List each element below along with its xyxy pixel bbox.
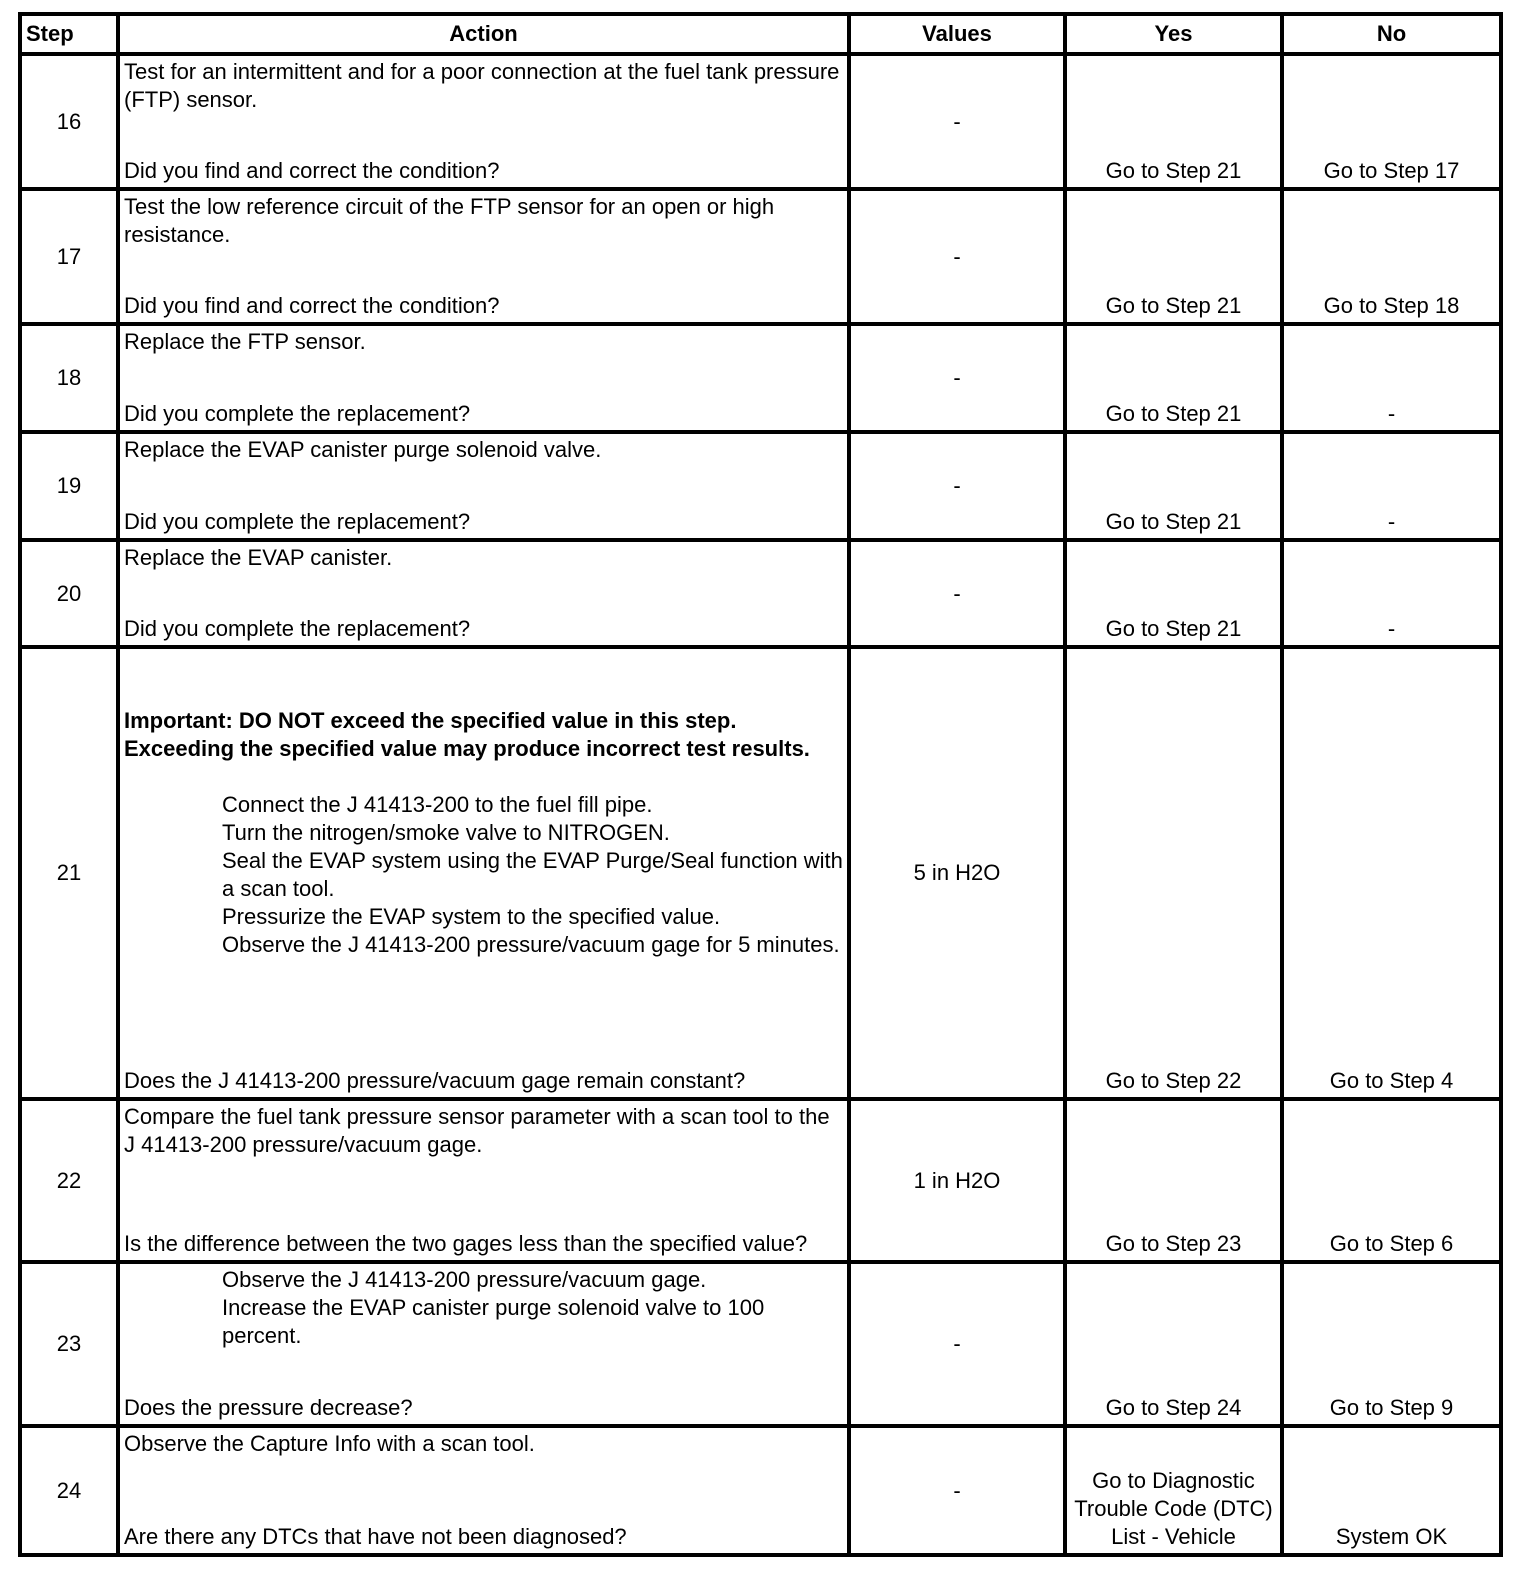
table-row: [20, 1099, 1501, 1262]
action-question: Does the pressure decrease?: [124, 1395, 413, 1420]
header-action: Action: [118, 14, 849, 54]
header-step: Step: [20, 14, 118, 54]
action-text: Replace the FTP sensor.: [124, 329, 366, 354]
action-question: Did you complete the replacement?: [124, 401, 471, 426]
step-number: 18: [20, 324, 118, 432]
step-number: 24: [20, 1426, 118, 1555]
action-text: Test for an intermittent and for a poor connection at the fuel tank pressure (FTP) sensor.: [124, 59, 846, 112]
action-text: Increase the EVAP canister purge solenoid valve to 100 percent.: [222, 1295, 771, 1348]
value-cell: -: [849, 324, 1065, 432]
yes-cell: Go to Step 21: [1065, 189, 1282, 324]
yes-cell: Go to Step 22: [1065, 647, 1282, 1099]
action-text: Observe the J 41413-200 pressure/vacuum gage.: [222, 1267, 707, 1292]
action-question: Did you find and correct the condition?: [124, 293, 500, 318]
value-cell: -: [849, 432, 1065, 540]
value-cell: -: [849, 1262, 1065, 1426]
yes-cell: Go to Diagnostic Trouble Code (DTC) List - Vehicle: [1065, 1426, 1282, 1555]
step-number: 19: [20, 432, 118, 540]
no-cell: Go to Step 9: [1282, 1262, 1501, 1426]
action-cell: [118, 189, 849, 324]
value-cell: -: [849, 189, 1065, 324]
action-text: [124, 651, 843, 679]
value-cell: -: [849, 54, 1065, 189]
no-cell: -: [1282, 540, 1501, 647]
table-row: [20, 54, 1501, 189]
action-question: Did you complete the replacement?: [124, 509, 471, 534]
action-text: Replace the EVAP canister.: [124, 545, 393, 570]
value-cell: 1 in H2O: [849, 1099, 1065, 1262]
no-cell: -: [1282, 324, 1501, 432]
action-text: Pressurize the EVAP system to the specified value.: [222, 904, 721, 929]
yes-cell: Go to Step 21: [1065, 540, 1282, 647]
header-yes: Yes: [1065, 14, 1282, 54]
action-question: Did you find and correct the condition?: [124, 158, 500, 183]
no-cell: Go to Step 4: [1282, 647, 1501, 1099]
action-cell: [118, 647, 849, 1099]
table-row: [20, 432, 1501, 540]
action-question: Did you complete the replacement?: [124, 616, 471, 641]
step-number: 16: [20, 54, 118, 189]
action-text: Observe the J 41413-200 pressure/vacuum gage for 5 minutes.: [222, 932, 840, 957]
yes-cell: Go to Step 21: [1065, 432, 1282, 540]
table-row: [20, 324, 1501, 432]
header-no: No: [1282, 14, 1501, 54]
action-question: Are there any DTCs that have not been diagnosed?: [124, 1524, 627, 1549]
value-cell: -: [849, 1426, 1065, 1555]
action-cell: [118, 432, 849, 540]
action-cell: [118, 540, 849, 647]
yes-cell: Go to Step 23: [1065, 1099, 1282, 1262]
no-cell: System OK: [1282, 1426, 1501, 1555]
header-row: [20, 14, 1501, 54]
action-text: [124, 679, 843, 707]
action-question: Is the difference between the two gages less than the specified value?: [124, 1231, 808, 1256]
action-text: Turn the nitrogen/smoke valve to NITROGEN.: [222, 820, 670, 845]
action-cell: [118, 1426, 849, 1555]
value-cell: 5 in H2O: [849, 647, 1065, 1099]
table-row: [20, 540, 1501, 647]
action-cell: [118, 324, 849, 432]
yes-cell: Go to Step 21: [1065, 324, 1282, 432]
yes-cell: Go to Step 21: [1065, 54, 1282, 189]
action-text: Observe the Capture Info with a scan tool.: [124, 1431, 535, 1456]
action-text: Seal the EVAP system using the EVAP Purge/Seal function with a scan tool.: [222, 848, 849, 901]
table-row: [20, 647, 1501, 1099]
action-text: [124, 763, 843, 791]
no-cell: Go to Step 17: [1282, 54, 1501, 189]
step-number: 23: [20, 1262, 118, 1426]
no-cell: Go to Step 6: [1282, 1099, 1501, 1262]
table-row: [20, 1262, 1501, 1426]
action-question: Does the J 41413-200 pressure/vacuum gage remain constant?: [124, 1068, 746, 1093]
action-text: Compare the fuel tank pressure sensor parameter with a scan tool to the J 41413-200 pressure/vacuum gage.: [124, 1104, 836, 1157]
important-note: Important: DO NOT exceed the specified value in this step. Exceeding the specified value may produce incorrect test results.: [124, 708, 810, 761]
step-number: 17: [20, 189, 118, 324]
table-row: [20, 1426, 1501, 1555]
action-text: Test the low reference circuit of the FTP sensor for an open or high resistance.: [124, 194, 781, 247]
action-text: [124, 1458, 843, 1486]
no-cell: Go to Step 18: [1282, 189, 1501, 324]
yes-cell: Go to Step 24: [1065, 1262, 1282, 1426]
header-values: Values: [849, 14, 1065, 54]
step-number: 20: [20, 540, 118, 647]
table-row: [20, 189, 1501, 324]
action-cell: [118, 54, 849, 189]
value-cell: -: [849, 540, 1065, 647]
action-text: Replace the EVAP canister purge solenoid valve.: [124, 437, 602, 462]
action-cell: [118, 1262, 849, 1426]
diagnostic-table: [18, 12, 1503, 1557]
step-number: 21: [20, 647, 118, 1099]
step-number: 22: [20, 1099, 118, 1262]
no-cell: -: [1282, 432, 1501, 540]
action-cell: [118, 1099, 849, 1262]
action-text: Connect the J 41413-200 to the fuel fill pipe.: [222, 792, 653, 817]
